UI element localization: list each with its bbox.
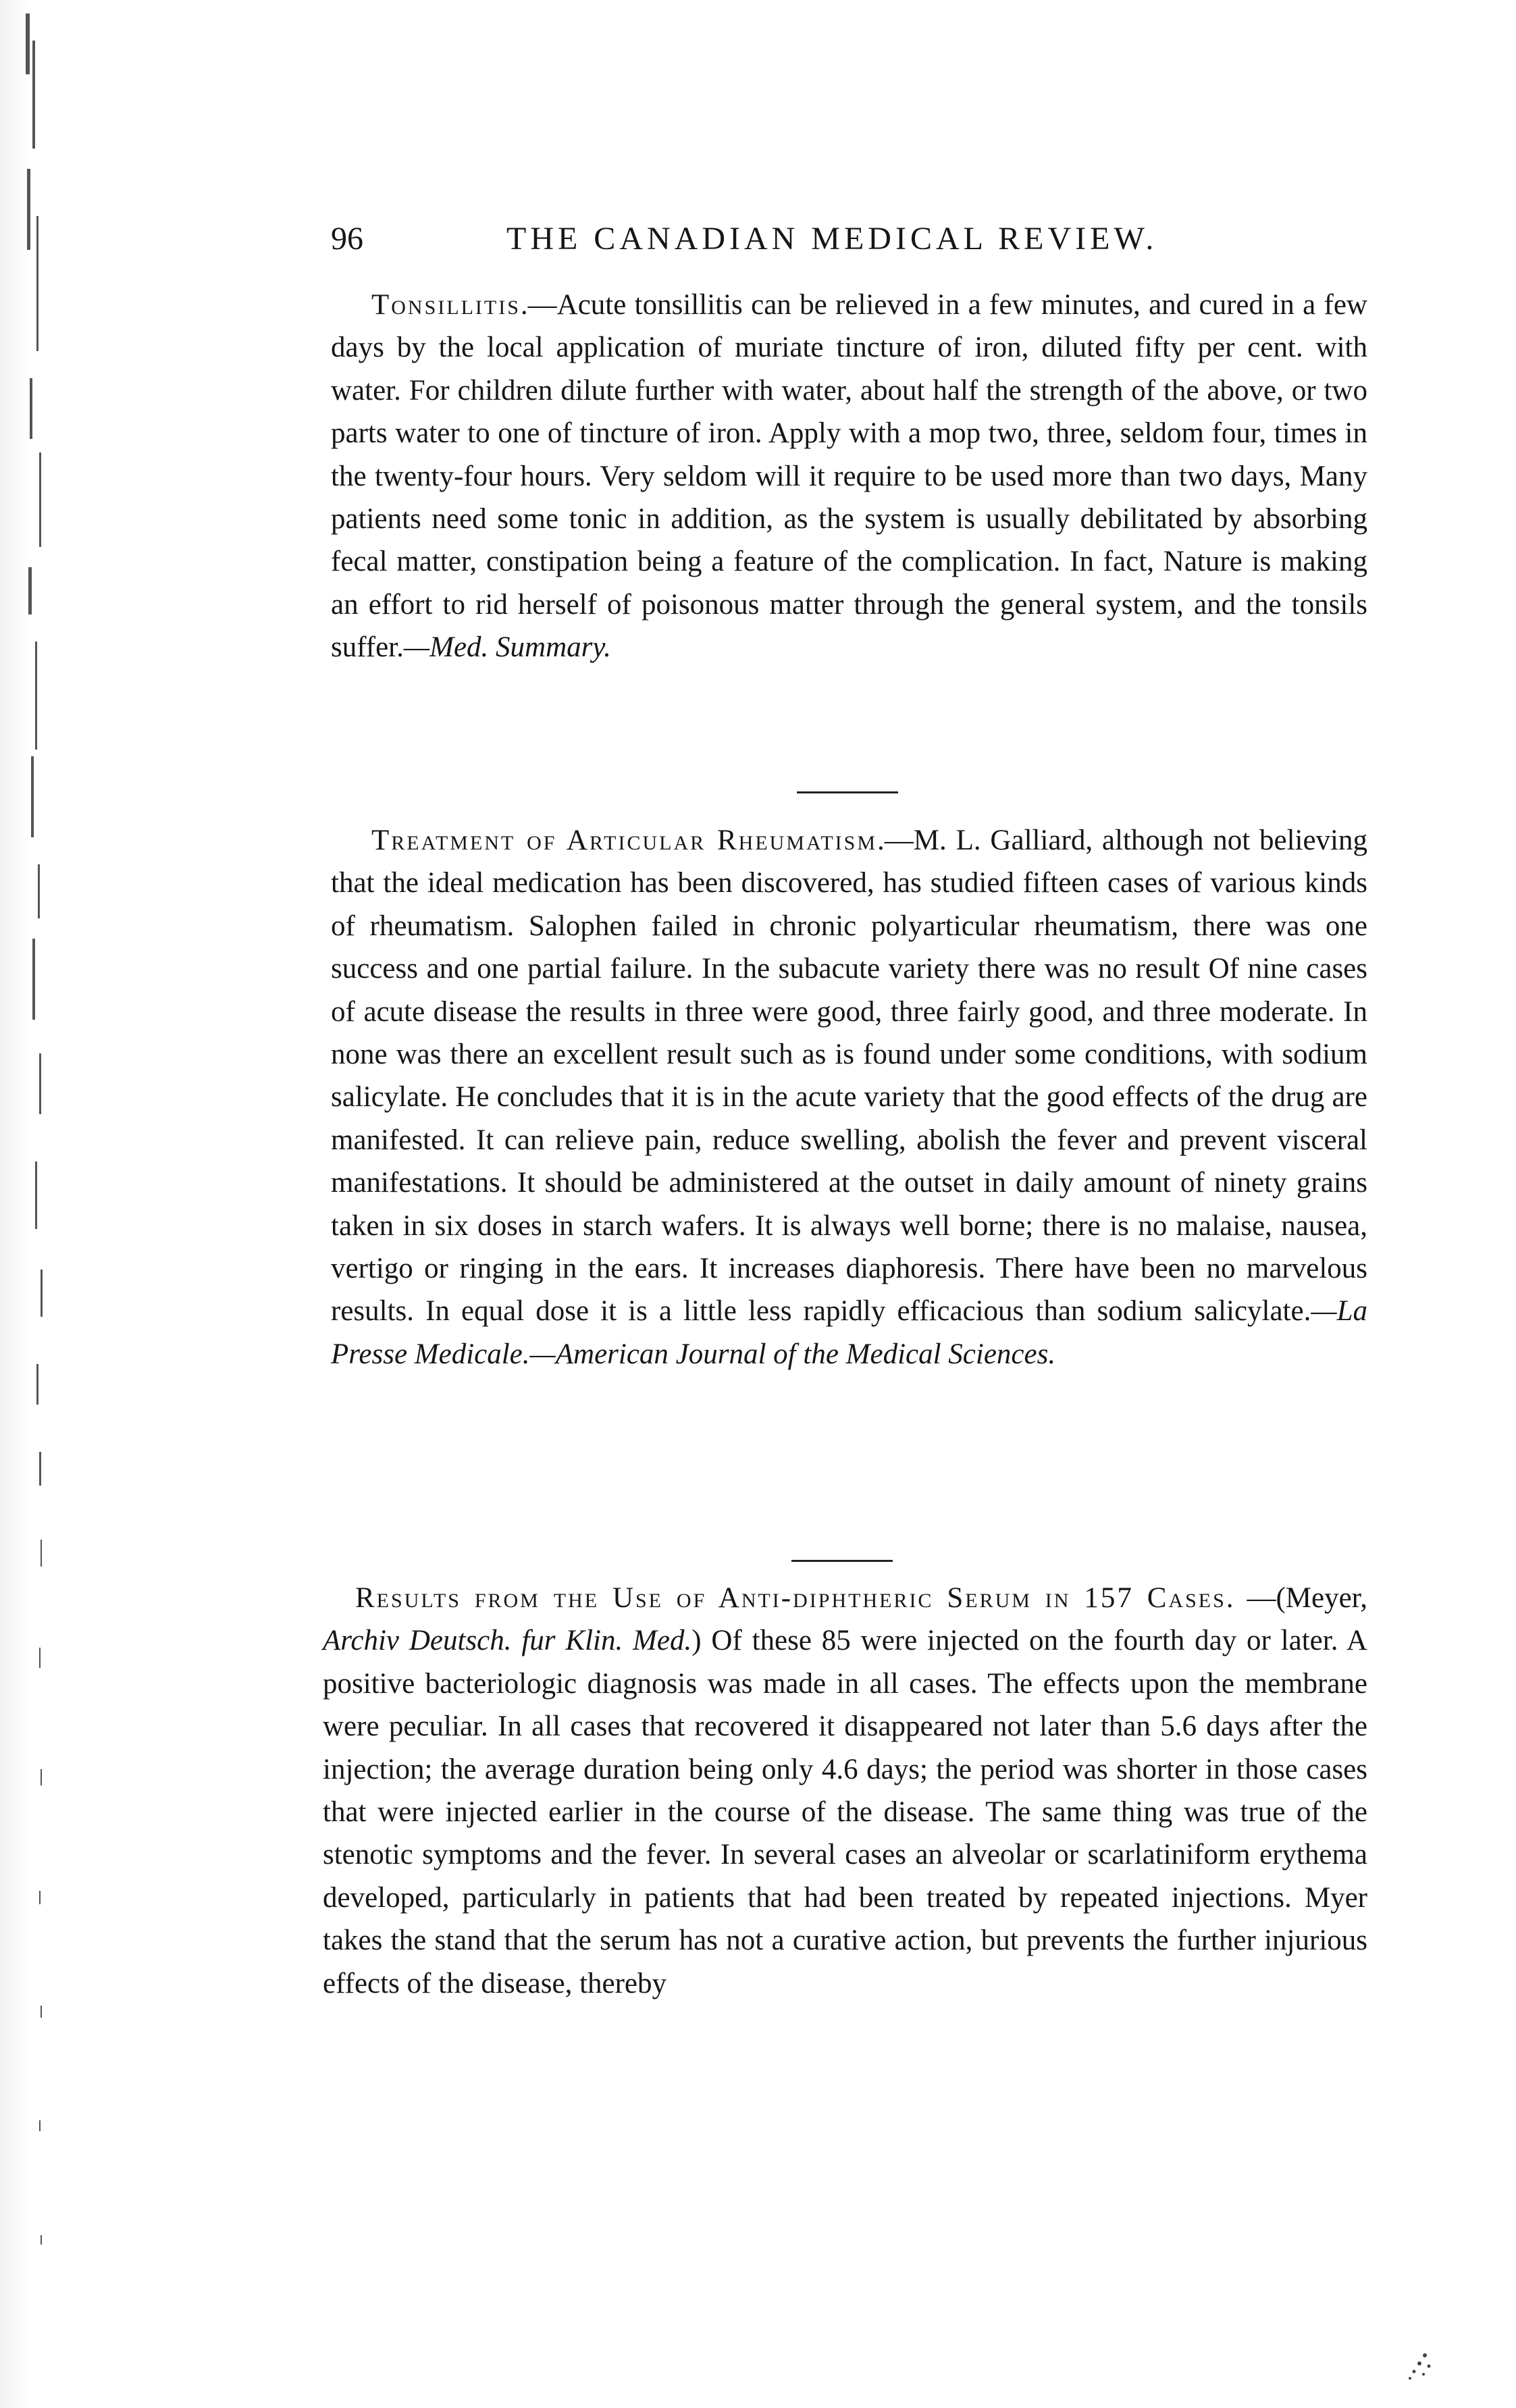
article-intro-close: ) — [691, 1625, 702, 1657]
page-number: 96 — [331, 221, 363, 257]
section-divider — [797, 791, 898, 793]
article-citation: —Med. Summary. — [403, 631, 611, 664]
article-body: Of these 85 were injected on the fourth day or later. A positive bacteriologic diagnosis was made in all cases. The effects upon the membrane were peculiar. In all cases that recovered it disappeared not later than 5.6 days after the injection; the average duration being only 4.6 days; the period was shorter in those cases that were injected earlier in the course of the disease. The same thing was true of the stenotic symptoms and the fever. In several cases an alveolar or scarlatiniform erythema developed, particularly in patients that had been treated by repeated injections. Myer takes the stand that the serum has not a curative action, but prevents the further injurious effects of the disease, thereby — [323, 1625, 1367, 1999]
title-dash: .— — [877, 825, 914, 856]
article-title: Treatment of Articular Rheumatism — [371, 825, 878, 856]
scan-speck — [1405, 2343, 1445, 2384]
article-tonsillitis — [331, 284, 1367, 669]
article-paragraph — [331, 819, 1367, 1376]
page-header — [331, 215, 1384, 263]
article-source: Archiv Deutsch. fur Klin. Med. — [323, 1625, 692, 1657]
running-head: THE CANADIAN MEDICAL REVIEW. — [506, 221, 1158, 257]
section-divider — [791, 1560, 893, 1562]
binding-edge-marks — [12, 14, 53, 2282]
article-citation: —La Presse Medicale.—American Journal of the Medical Sciences. — [331, 1295, 1367, 1370]
article-intro: —(Meyer, — [1247, 1582, 1368, 1614]
article-paragraph — [331, 284, 1367, 669]
title-dash: .— — [520, 289, 557, 321]
article-body: M. L. Galliard, although not believing that the ideal medication has been discovered, has studied fifteen cases of various kinds of rheumatism. Salophen failed in chronic polyarticular rheumatism, there was one success and one partial failure. In the subacute variety there was no result Of nine cases of acute disease the results in three were good, three fairly good, and three moderate. In none was there an excellent result such as is found under some conditions, with sodium salicylate. He concludes that it is in the acute variety that the good effects of the drug are manifested. It can relieve pain, reduce swelling, abolish the fever and prevent visceral manifestations. It should be administered at the outset in daily amount of ninety grains taken in six doses in starch wafers. It is always well borne; there is no malaise, nausea, vertigo or ringing in the ears. It increases diaphoresis. There have been no marvelous results. In equal dose it is a little less rapidly efficacious than sodium salicylate. — [331, 825, 1367, 1328]
article-body: Acute tonsillitis can be relieved in a few minutes, and cured in a few days by the local application of muriate tincture of iron, diluted fifty per cent. with water. For children dilute further with water, about half the strength of the above, or two parts water to one of tincture of iron. Apply with a mop two, three, seldom four, times in the twenty-four hours. Very seldom will it require to be used more than two days, Many patients need some tonic in addition, as the system is usually debilitated by absorbing fecal matter, constipation being a feature of the complication. In fact, Nature is making an effort to rid herself of poisonous matter through the general system, and the tonsils suffer. — [331, 289, 1367, 664]
article-articular-rheumatism — [331, 819, 1367, 1376]
article-paragraph — [323, 1577, 1367, 2005]
article-anti-diphtheric-serum — [323, 1577, 1367, 2005]
article-title: Tonsillitis — [371, 289, 521, 321]
article-title: Results from the Use of Anti-diphtheric Serum in 157 Cases. — [355, 1582, 1236, 1614]
